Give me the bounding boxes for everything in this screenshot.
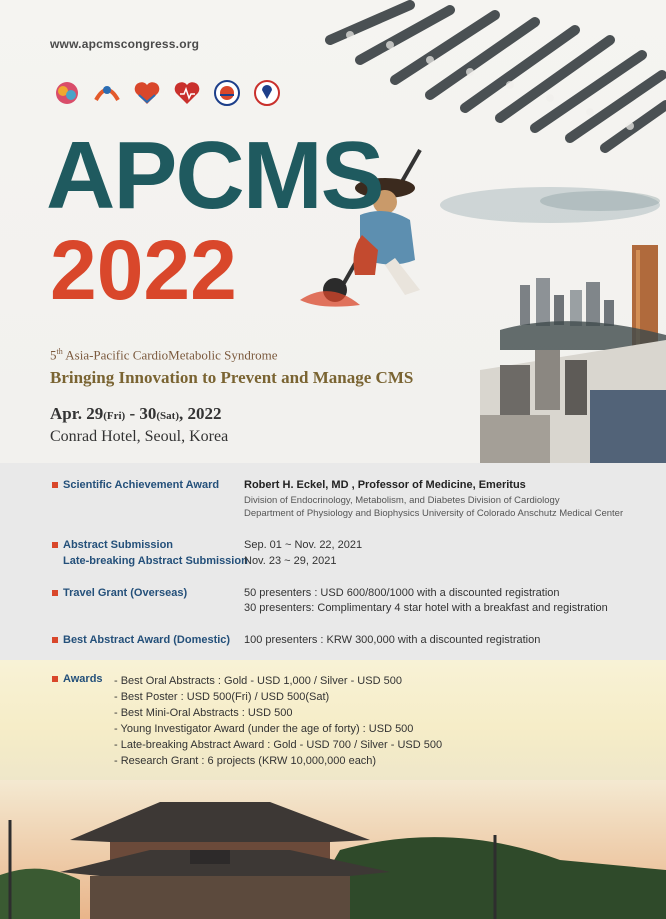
late-breaking-dates: Nov. 23 ~ 29, 2021 bbox=[244, 555, 337, 567]
event-dates: Apr. 29(Fri) - 30(Sat), 2022 bbox=[50, 404, 222, 423]
award-item: - Best Oral Abstracts : Gold - USD 1,000 / Silver - USD 500 bbox=[114, 675, 402, 687]
scientific-award-affiliation-2: Department of Physiology and Biophysics University of Colorado Anschutz Medical Center bbox=[244, 508, 624, 519]
event-title: APCMS bbox=[46, 122, 383, 229]
best-abstract-value: 100 presenters : KRW 300,000 with a discounted registration bbox=[244, 634, 541, 646]
palace-gate-illustration bbox=[0, 780, 666, 919]
circle-emblem-logo bbox=[252, 78, 282, 108]
awards-list bbox=[114, 673, 442, 769]
bullet-icon bbox=[52, 676, 58, 682]
website-url[interactable]: www.apcmscongress.org bbox=[50, 37, 200, 51]
travel-grant-line-1: 50 presenters : USD 600/800/1000 with a discounted registration bbox=[244, 587, 560, 599]
city-skyline-illustration bbox=[480, 240, 666, 465]
asia-pacific-logo bbox=[92, 78, 122, 108]
abstract-submission-dates: Sep. 01 ~ Nov. 22, 2021 bbox=[244, 539, 363, 551]
travel-grant-line-2: 30 presenters: Complimentary 4 star hotel with a breakfast and registration bbox=[244, 602, 608, 614]
cloud-illustration bbox=[430, 175, 666, 235]
event-theme: Bringing Innovation to Prevent and Manage CMS bbox=[50, 368, 414, 387]
award-item: - Young Investigator Award (under the age of forty) : USD 500 bbox=[114, 723, 414, 735]
award-item: - Research Grant : 6 projects (KRW 10,000,000 each) bbox=[114, 755, 377, 767]
kscms-logo bbox=[52, 78, 82, 108]
abstract-submission-label: Abstract Submission bbox=[52, 539, 173, 551]
scientific-award-recipient: Robert H. Eckel, MD , Professor of Medicine, Emeritus bbox=[244, 479, 526, 491]
best-abstract-label: Best Abstract Award (Domestic) bbox=[52, 634, 230, 646]
late-breaking-label: Late-breaking Abstract Submission bbox=[63, 555, 248, 567]
award-item: - Best Mini-Oral Abstracts : USD 500 bbox=[114, 707, 293, 719]
bullet-icon bbox=[52, 542, 58, 548]
bullet-icon bbox=[52, 482, 58, 488]
heart-hands-logo bbox=[132, 78, 162, 108]
heart-logo bbox=[172, 78, 202, 108]
organizer-logos bbox=[52, 78, 282, 108]
event-subtitle: 5th Asia-Pacific CardioMetabolic Syndrome bbox=[50, 347, 278, 363]
society-seal-logo bbox=[212, 78, 242, 108]
awards-label: Awards bbox=[52, 673, 103, 685]
bullet-icon bbox=[52, 590, 58, 596]
event-year: 2022 bbox=[50, 223, 237, 317]
bullet-icon bbox=[52, 637, 58, 643]
award-item: - Late-breaking Abstract Award : Gold - USD 700 / Silver - USD 500 bbox=[114, 739, 443, 751]
award-item: - Best Poster : USD 500(Fri) / USD 500(Sat) bbox=[114, 691, 330, 703]
travel-grant-label: Travel Grant (Overseas) bbox=[52, 587, 187, 599]
event-venue: Conrad Hotel, Seoul, Korea bbox=[50, 428, 229, 445]
scientific-award-affiliation-1: Division of Endocrinology, Metabolism, and Diabetes Division of Cardiology bbox=[244, 495, 560, 506]
scientific-award-label: Scientific Achievement Award bbox=[52, 479, 219, 491]
